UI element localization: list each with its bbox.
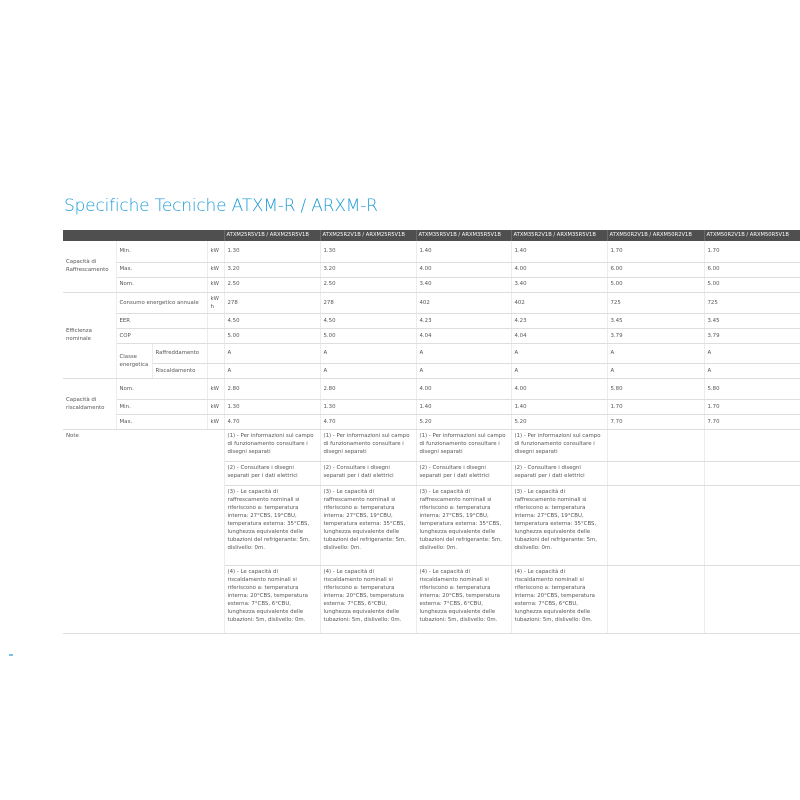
note-cell-empty [704, 461, 800, 485]
note-cell: (4) - Le capacità di riscaldamento nominali si riferiscono a: temperatura interna: 20°CBS, temperatura esterna: 7°CBS, 6°CBU, lunghezza equivalente delle tubazioni: 5m, dislivello: 0m. [320, 565, 416, 633]
spec-table [63, 230, 800, 634]
note-cell: (2) - Consultare i disegni separati per i dati elettrici [320, 461, 416, 485]
table-cell: 4.00 [511, 378, 607, 399]
table-row [63, 378, 800, 399]
table-cell: 4.00 [416, 262, 511, 277]
note-cell-empty [704, 429, 800, 461]
unit-label: kW [207, 378, 224, 399]
table-row [63, 241, 800, 262]
table-header-row [63, 230, 800, 241]
table-cell: 402 [416, 292, 511, 313]
note-cell-empty [607, 485, 704, 565]
table-cell: 2.50 [224, 277, 320, 292]
table-cell: A [704, 343, 800, 363]
param-label: Nom. [116, 277, 207, 292]
table-cell: 1.30 [224, 399, 320, 414]
param-label: Consumo energetico annuale [116, 292, 207, 313]
table-cell: 4.50 [224, 313, 320, 328]
column-header: ATXM50R2V1B / ARXM50R2V1B [607, 230, 704, 241]
param-label: Classe energetica [116, 343, 152, 378]
table-cell: 4.50 [320, 313, 416, 328]
unit-label: kW [207, 277, 224, 292]
table-cell: 3.20 [224, 262, 320, 277]
unit-label: kWh [207, 292, 224, 313]
note-cell: (2) - Consultare i disegni separati per i dati elettrici [224, 461, 320, 485]
table-cell: 3.40 [416, 277, 511, 292]
notes-row [63, 429, 800, 461]
table-cell: 4.04 [511, 328, 607, 343]
group-label: Efficienza nominale [63, 292, 116, 378]
table-cell: 3.40 [511, 277, 607, 292]
param-label: Max. [116, 262, 207, 277]
unit-label: kW [207, 241, 224, 262]
column-header: ATXM25R2V1B / ARXM25R5V1B [320, 230, 416, 241]
param-label: Max. [116, 414, 207, 429]
unit-label: kW [207, 262, 224, 277]
table-row [63, 328, 800, 343]
table-cell: 4.23 [511, 313, 607, 328]
table-cell: 278 [224, 292, 320, 313]
table-cell: 5.00 [607, 277, 704, 292]
column-header: ATXM25R5V1B / ARXM25R5V1B [224, 230, 320, 241]
table-row [63, 292, 800, 313]
table-row [63, 277, 800, 292]
note-cell-empty [607, 565, 704, 633]
table-cell: 4.00 [511, 262, 607, 277]
table-cell: 1.40 [416, 399, 511, 414]
table-cell: 1.70 [607, 399, 704, 414]
table-cell: A [704, 363, 800, 378]
group-label: Capacità di riscaldamento [63, 378, 116, 429]
note-cell: (3) - Le capacità di raffrescamento nominali si riferiscono a: temperatura interna: 27°CBS, 19°CBU, temperatura esterna: 35°CBS, lunghezza equivalente delle tubazioni del refrigerante: 5m, dislivello: 0m. [224, 485, 320, 565]
table-cell: 402 [511, 292, 607, 313]
sub-label: Riscaldamento [152, 363, 207, 378]
note-cell: (1) - Per informazioni sul campo di funzionamento consultare i disegni separati [416, 429, 511, 461]
table-cell: 4.70 [320, 414, 416, 429]
table-row [63, 343, 800, 363]
param-label: Min. [116, 241, 207, 262]
table-cell: A [416, 363, 511, 378]
group-label: Capacità di Raffrescamento [63, 241, 116, 292]
table-cell: 7.70 [704, 414, 800, 429]
table-cell: 725 [607, 292, 704, 313]
table-cell: 1.30 [320, 241, 416, 262]
table-cell: A [320, 363, 416, 378]
table-cell: 3.79 [607, 328, 704, 343]
table-cell: 5.00 [320, 328, 416, 343]
table-cell: 6.00 [607, 262, 704, 277]
table-cell: A [607, 363, 704, 378]
column-header: ATXM35R5V1B / ARXM35R5V1B [416, 230, 511, 241]
sub-label: Raffreddamento [152, 343, 207, 363]
table-cell: 4.23 [416, 313, 511, 328]
unit-label [207, 328, 224, 343]
page-title: Specifiche Tecniche ATXM-R / ARXM-R [64, 196, 378, 216]
note-cell: (3) - Le capacità di raffrescamento nominali si riferiscono a: temperatura interna: 27°CBS, 19°CBU, temperatura esterna: 35°CBS, lunghezza equivalente delle tubazioni del refrigerante: 5m, dislivello: 0m. [511, 485, 607, 565]
table-cell: A [511, 343, 607, 363]
unit-label: kW [207, 399, 224, 414]
param-label: COP [116, 328, 207, 343]
table-cell: A [224, 363, 320, 378]
note-cell: (4) - Le capacità di riscaldamento nominali si riferiscono a: temperatura interna: 20°CBS, temperatura esterna: 7°CBS, 6°CBU, lunghezza equivalente delle tubazioni: 5m, dislivello: 0m. [511, 565, 607, 633]
note-cell: (3) - Le capacità di raffrescamento nominali si riferiscono a: temperatura interna: 27°CBS, 19°CBU, temperatura esterna: 35°CBS, lunghezza equivalente delle tubazioni del refrigerante: 5m, dislivello: 0m. [416, 485, 511, 565]
note-cell-empty [607, 429, 704, 461]
header-blank [63, 230, 224, 241]
unit-label [207, 343, 224, 363]
table-cell: A [224, 343, 320, 363]
table-cell: 1.70 [607, 241, 704, 262]
table-cell: 4.00 [416, 378, 511, 399]
note-cell: (1) - Per informazioni sul campo di funzionamento consultare i disegni separati [320, 429, 416, 461]
table-cell: 5.80 [704, 378, 800, 399]
note-cell-empty [704, 485, 800, 565]
note-cell: (1) - Per informazioni sul campo di funzionamento consultare i disegni separati [511, 429, 607, 461]
table-cell: 1.30 [224, 241, 320, 262]
table-cell: 1.70 [704, 399, 800, 414]
note-cell: (4) - Le capacità di riscaldamento nominali si riferiscono a: temperatura interna: 20°CBS, temperatura esterna: 7°CBS, 6°CBU, lunghezza equivalente delle tubazioni: 5m, dislivello: 0m. [224, 565, 320, 633]
table-cell: 3.20 [320, 262, 416, 277]
note-cell: (4) - Le capacità di riscaldamento nominali si riferiscono a: temperatura interna: 20°CBS, temperatura esterna: 7°CBS, 6°CBU, lunghezza equivalente delle tubazioni: 5m, dislivello: 0m. [416, 565, 511, 633]
table-row [63, 262, 800, 277]
table-cell: 1.30 [320, 399, 416, 414]
table-row [63, 414, 800, 429]
param-label: Nom. [116, 378, 207, 399]
table-cell: 3.45 [704, 313, 800, 328]
unit-label: kW [207, 414, 224, 429]
note-cell-empty [607, 461, 704, 485]
table-cell: 5.00 [224, 328, 320, 343]
note-cell-empty [704, 565, 800, 633]
unit-label [207, 313, 224, 328]
table-cell: 4.04 [416, 328, 511, 343]
table-cell: 7.70 [607, 414, 704, 429]
table-cell: A [416, 343, 511, 363]
table-cell: 278 [320, 292, 416, 313]
table-cell: 5.20 [511, 414, 607, 429]
note-cell: (2) - Consultare i disegni separati per i dati elettrici [511, 461, 607, 485]
table-cell: 1.40 [416, 241, 511, 262]
table-cell: A [320, 343, 416, 363]
table-cell: 2.80 [224, 378, 320, 399]
table-cell: 5.80 [607, 378, 704, 399]
unit-label [207, 363, 224, 378]
table-cell: 1.40 [511, 399, 607, 414]
column-header: ATXM50R2V1B / ARXM50R5V1B [704, 230, 800, 241]
note-cell: (2) - Consultare i disegni separati per i dati elettrici [416, 461, 511, 485]
table-cell: A [607, 343, 704, 363]
scroll-marker [9, 654, 13, 656]
table-cell: 725 [704, 292, 800, 313]
table-cell: 3.79 [704, 328, 800, 343]
table-row [63, 363, 800, 378]
column-header: ATXM35R2V1B / ARXM35R5V1B [511, 230, 607, 241]
param-label: Min. [116, 399, 207, 414]
note-cell: (1) - Per informazioni sul campo di funzionamento consultare i disegni separati [224, 429, 320, 461]
table-cell: 4.70 [224, 414, 320, 429]
table-row [63, 399, 800, 414]
table-row [63, 313, 800, 328]
note-cell: (3) - Le capacità di raffrescamento nominali si riferiscono a: temperatura interna: 27°CBS, 19°CBU, temperatura esterna: 35°CBS, lunghezza equivalente delle tubazioni del refrigerante: 5m, dislivello: 0m. [320, 485, 416, 565]
notes-label: Note [63, 429, 224, 633]
table-cell: 5.20 [416, 414, 511, 429]
table-cell: 5.00 [704, 277, 800, 292]
table-cell: 1.40 [511, 241, 607, 262]
table-cell: 2.50 [320, 277, 416, 292]
param-label: EER [116, 313, 207, 328]
table-cell: 6.00 [704, 262, 800, 277]
table-cell: 2.80 [320, 378, 416, 399]
table-cell: 3.45 [607, 313, 704, 328]
table-cell: 1.70 [704, 241, 800, 262]
table-cell: A [511, 363, 607, 378]
